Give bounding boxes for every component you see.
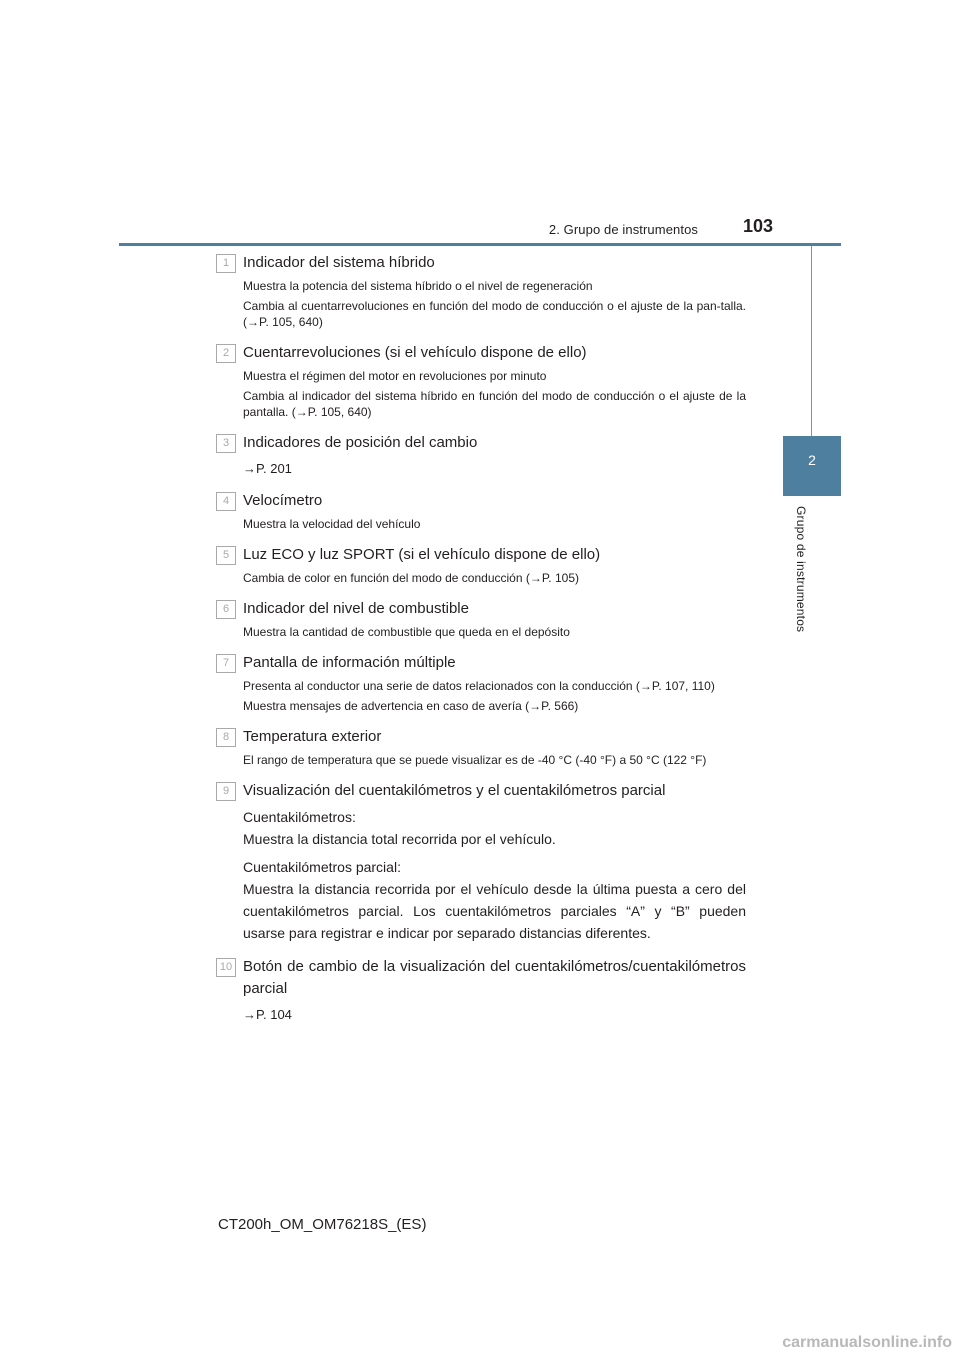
item-number-badge: 7 xyxy=(216,654,236,673)
side-divider xyxy=(811,246,812,436)
item-number-badge: 1 xyxy=(216,254,236,273)
item-list xyxy=(216,252,746,1036)
chapter-tab[interactable] xyxy=(783,436,841,496)
item-title: Velocímetro xyxy=(243,492,323,509)
item-number-badge: 4 xyxy=(216,492,236,511)
chapter-tab-label: Grupo de instrumentos xyxy=(794,506,808,633)
item-description: Presenta al conductor una serie de datos relacionados con la conducción (→P. 107, 110) xyxy=(243,679,715,693)
item-title: Botón de cambio de la visualización del cuentakilómetros/cuentakilómetros parcial xyxy=(243,958,746,997)
item-number-badge: 8 xyxy=(216,728,236,747)
item-description: Cambia de color en función del modo de conducción (→P. 105) xyxy=(243,571,579,585)
chapter-side-strip xyxy=(783,246,841,1266)
document-code: CT200h_OM_OM76218S_(ES) xyxy=(218,1216,427,1233)
item-description: Muestra el régimen del motor en revoluciones por minuto xyxy=(243,369,547,383)
item-title: Indicador del sistema híbrido xyxy=(243,254,435,271)
item-title: Pantalla de información múltiple xyxy=(243,654,456,671)
item-number-badge: 10 xyxy=(216,958,236,977)
item-title: Visualización del cuentakilómetros y el cuentakilómetros parcial xyxy=(243,782,666,799)
item-title: Cuentarrevoluciones (si el vehículo dispone de ello) xyxy=(243,344,587,361)
chapter-tab-number: 2 xyxy=(808,452,816,468)
list-item xyxy=(216,652,746,714)
item-title: Indicadores de posición del cambio xyxy=(243,434,478,451)
item-number-badge: 9 xyxy=(216,782,236,801)
item-description: Cambia al indicador del sistema híbrido en función del modo de conducción o el ajuste de la pantalla. (→P. 105, 640) xyxy=(243,389,746,419)
item-paragraph: Cuentakilómetros: xyxy=(243,809,356,825)
section-title: 2. Grupo de instrumentos xyxy=(548,222,698,237)
page-reference-link[interactable]: →P. 201 xyxy=(243,461,292,476)
item-description: El rango de temperatura que se puede visualizar es de -40 °C (-40 °F) a 50 °C (122 °F) xyxy=(243,753,707,767)
item-description: Muestra la potencia del sistema híbrido o el nivel de regeneración xyxy=(243,279,593,293)
item-description: Muestra mensajes de advertencia en caso de avería (→P. 566) xyxy=(243,699,579,713)
header-divider xyxy=(119,243,841,246)
item-paragraph: Muestra la distancia recorrida por el vehículo desde la última puesta a cero del cuentakilómetros parcial. Los cuentakilómetros parciales “A” y “B” pueden usarse para registrar e indicar por separado distancias diferentes. xyxy=(243,881,746,941)
item-paragraph: Cuentakilómetros parcial: xyxy=(243,859,401,875)
list-item xyxy=(216,252,746,330)
item-number-badge: 5 xyxy=(216,546,236,565)
item-description: Muestra la cantidad de combustible que queda en el depósito xyxy=(243,625,570,639)
item-title: Luz ECO y luz SPORT (si el vehículo dispone de ello) xyxy=(243,546,601,563)
item-number-badge: 6 xyxy=(216,600,236,619)
item-number-badge: 2 xyxy=(216,344,236,363)
list-item xyxy=(216,956,746,1024)
item-description: Cambia al cuentarrevoluciones en función del modo de conducción o el ajuste de la pan-talla. (→P. 105, 640) xyxy=(243,299,746,329)
item-description: Muestra la velocidad del vehículo xyxy=(243,517,421,531)
item-number-badge: 3 xyxy=(216,434,236,453)
list-item xyxy=(216,432,746,478)
site-watermark[interactable]: carmanualsonline.info xyxy=(782,1334,952,1351)
list-item xyxy=(216,544,746,586)
list-item xyxy=(216,342,746,420)
list-item xyxy=(216,598,746,640)
page-reference-link[interactable]: →P. 104 xyxy=(243,1007,292,1022)
list-item xyxy=(216,780,746,944)
item-title: Indicador del nivel de combustible xyxy=(243,600,469,617)
item-paragraph: Muestra la distancia total recorrida por el vehículo. xyxy=(243,831,556,847)
page-number: 103 xyxy=(743,216,774,236)
item-title: Temperatura exterior xyxy=(243,728,382,745)
list-item xyxy=(216,726,746,768)
list-item xyxy=(216,490,746,532)
